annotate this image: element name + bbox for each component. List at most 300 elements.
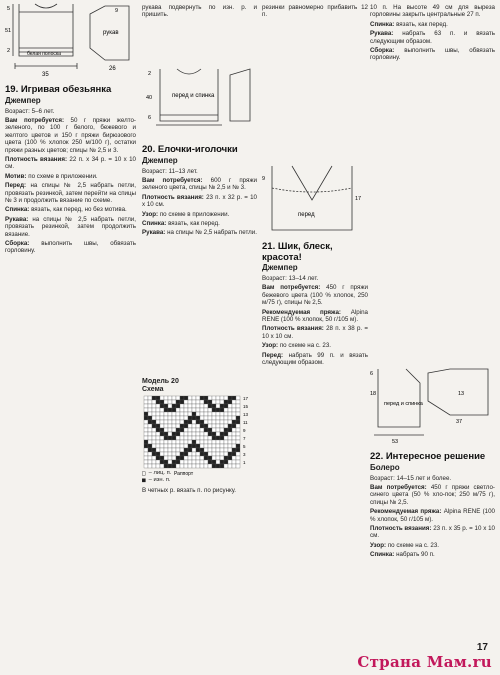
- chart-cell: [220, 396, 224, 400]
- chart-cell: [232, 412, 236, 416]
- chart-cell: [188, 420, 192, 424]
- chart-cell: [196, 424, 200, 428]
- chart-cell: [192, 444, 196, 448]
- chart-cell: [156, 420, 160, 424]
- chart-cell: [148, 416, 152, 420]
- chart-cell: [156, 436, 160, 440]
- chart-row-label: 13: [243, 412, 249, 417]
- chart-cell: [144, 448, 148, 452]
- legend-item: ■ – изн. п.: [142, 477, 171, 485]
- chart-row-label: 5: [243, 444, 246, 449]
- chart-cell: [224, 396, 228, 400]
- column-3: [262, 0, 368, 367]
- chart-cell: [236, 424, 240, 428]
- chart-cell: [208, 452, 212, 456]
- chart-cell: [184, 432, 188, 436]
- chart-cell: [168, 452, 172, 456]
- chart-cell: [232, 460, 236, 464]
- svg-text:5: 5: [7, 6, 11, 12]
- chart-cell: [180, 428, 184, 432]
- chart-cell: [172, 396, 176, 400]
- chart-cell: [192, 452, 196, 456]
- chart-cell: [168, 460, 172, 464]
- chart-cell: [144, 452, 148, 456]
- chart-cell: [144, 412, 148, 416]
- chart-cell: [156, 416, 160, 420]
- chart-cell: [232, 444, 236, 448]
- chart-cell: [200, 408, 204, 412]
- chart-cell: [180, 448, 184, 452]
- chart-cell: [236, 416, 240, 420]
- pattern: Узор: по схеме на с. 23.: [262, 342, 332, 350]
- chart-cell: [216, 444, 220, 448]
- chart-cell: [208, 416, 212, 420]
- chart-cell: [176, 420, 180, 424]
- site-watermark[interactable]: Страна Мам.ru: [357, 653, 492, 671]
- chart-cell: [200, 452, 204, 456]
- chart-cell: [200, 456, 204, 460]
- chart-cell: [172, 432, 176, 436]
- chart-cell: [192, 464, 196, 468]
- chart-cell: [180, 404, 184, 408]
- chart-cell: [216, 436, 220, 440]
- chart-cell: [164, 416, 168, 420]
- chart-cell: [212, 460, 216, 464]
- chart-cell: [224, 412, 228, 416]
- chart-cell: [196, 448, 200, 452]
- chart-cell: [160, 436, 164, 440]
- chart-cell: [148, 404, 152, 408]
- chart-cell: [152, 448, 156, 452]
- chart-cell: [232, 440, 236, 444]
- chart-cell: [236, 452, 240, 456]
- chart-cell: [164, 444, 168, 448]
- chart-cell: [204, 432, 208, 436]
- chart-cell: [220, 432, 224, 436]
- chart-cell: [148, 420, 152, 424]
- chart-cell: [196, 456, 200, 460]
- chart-cell: [172, 424, 176, 428]
- chart-cell: [188, 448, 192, 452]
- knitting-chart: [142, 378, 267, 497]
- chart-cell: [152, 420, 156, 424]
- age: Возраст: 5–6 лет.: [5, 107, 55, 115]
- chart-cell: [164, 396, 168, 400]
- materials: Вам потребуется: 600 г пряжи зеленого цвета, спицы № 2,5 и № 3.: [142, 176, 257, 192]
- chart-cell: [236, 432, 240, 436]
- chart-cell: [168, 424, 172, 428]
- pattern-subtitle-20: Джемпер: [142, 155, 178, 165]
- chart-cell: [224, 440, 228, 444]
- chart-cell: [232, 436, 236, 440]
- chart-cell: [164, 400, 168, 404]
- chart-cell: [216, 408, 220, 412]
- chart-cell: [196, 464, 200, 468]
- chart-cell: [212, 440, 216, 444]
- chart-cell: [204, 460, 208, 464]
- chart-cell: [168, 420, 172, 424]
- chart-cell: [172, 456, 176, 460]
- chart-cell: [156, 464, 160, 468]
- chart-cell: [236, 420, 240, 424]
- chart-row-label: 11: [243, 420, 248, 425]
- recommended-yarn: Рекомендуемая пряжа: Alpina RENE (100 % хлопок, 50 г/105 м).: [370, 508, 495, 523]
- age: Возраст: 13–14 лет.: [262, 275, 319, 282]
- chart-cell: [172, 436, 176, 440]
- chart-cell: [228, 424, 232, 428]
- chart-cell: [236, 436, 240, 440]
- chart-cell: [172, 464, 176, 468]
- chart-cell: [160, 420, 164, 424]
- chart-cell: [160, 456, 164, 460]
- chart-cell: [188, 444, 192, 448]
- chart-cell: [192, 436, 196, 440]
- chart-cell: [200, 400, 204, 404]
- chart-cell: [180, 424, 184, 428]
- chart-cell: [144, 460, 148, 464]
- chart-cell: [224, 420, 228, 424]
- chart-cell: [200, 424, 204, 428]
- chart-row-label: 17: [243, 396, 249, 401]
- chart-cell: [160, 464, 164, 468]
- chart-cell: [176, 456, 180, 460]
- chart-cell: [196, 436, 200, 440]
- chart-cell: [156, 428, 160, 432]
- motif: Мотив: по схеме в приложении.: [5, 172, 98, 180]
- chart-cell: [196, 400, 200, 404]
- svg-text:35: 35: [42, 72, 49, 78]
- chart-cell: [156, 456, 160, 460]
- column-2: [142, 0, 257, 495]
- chart-cell: [208, 440, 212, 444]
- chart-cell: [160, 432, 164, 436]
- chart-cell: [148, 464, 152, 468]
- chart-cell: [172, 420, 176, 424]
- chart-cell: [236, 448, 240, 452]
- chart-cell: [188, 412, 192, 416]
- chart-cell: [184, 448, 188, 452]
- chart-cell: [164, 452, 168, 456]
- chart-cell: [180, 400, 184, 404]
- chart-cell: [232, 408, 236, 412]
- chart-cell: [200, 416, 204, 420]
- chart-cell: [160, 416, 164, 420]
- chart-cell: [220, 452, 224, 456]
- chart-cell: [204, 452, 208, 456]
- chart-cell: [180, 452, 184, 456]
- chart-cell: [160, 400, 164, 404]
- chart-cell: [152, 464, 156, 468]
- chart-cell: [180, 416, 184, 420]
- chart-cell: [212, 432, 216, 436]
- chart-cell: [228, 400, 232, 404]
- chart-cell: [148, 400, 152, 404]
- chart-cell: [208, 464, 212, 468]
- chart-cell: [164, 424, 168, 428]
- chart-cell: [160, 460, 164, 464]
- chart-cell: [160, 396, 164, 400]
- chart-cell: [180, 464, 184, 468]
- chart-cell: [144, 420, 148, 424]
- chart-cell: [180, 436, 184, 440]
- chart-cell: [212, 396, 216, 400]
- chart-cell: [168, 432, 172, 436]
- chart-cell: [168, 408, 172, 412]
- svg-text:53: 53: [392, 439, 399, 445]
- chart-cell: [188, 404, 192, 408]
- chart-cell: [236, 440, 240, 444]
- chart-cell: [176, 444, 180, 448]
- chart-cell: [164, 408, 168, 412]
- chart-cell: [176, 396, 180, 400]
- chart-cell: [168, 464, 172, 468]
- chart-cell: [208, 448, 212, 452]
- chart-cell: [152, 424, 156, 428]
- chart-cell: [216, 432, 220, 436]
- chart-cell: [180, 444, 184, 448]
- chart-cell: [204, 456, 208, 460]
- chart-cell: [188, 440, 192, 444]
- chart-cell: [164, 448, 168, 452]
- chart-cell: [208, 420, 212, 424]
- materials: Вам потребуется: 50 г пряжи желто-зеленого, по 100 г белого, бежевого и желтого цветов и 150 г пряжи бирюзового цвета (100 % хлопок 250 м/100 г), остатки пряжи разных цветов; спицы № 2,5 и 3.: [5, 116, 136, 154]
- svg-text:17: 17: [355, 196, 362, 202]
- chart-cell: [192, 404, 196, 408]
- chart-cell: [188, 432, 192, 436]
- chart-cell: [224, 400, 228, 404]
- chart-cell: [196, 396, 200, 400]
- chart-row-label: 9: [243, 428, 246, 433]
- chart-cell: [176, 404, 180, 408]
- chart-cell: [148, 448, 152, 452]
- chart-cell: [224, 436, 228, 440]
- chart-cell: [208, 400, 212, 404]
- chart-cell: [228, 396, 232, 400]
- chart-cell: [192, 460, 196, 464]
- chart-cell: [148, 408, 152, 412]
- chart-cell: [204, 396, 208, 400]
- chart-cell: [220, 416, 224, 420]
- chart-cell: [184, 460, 188, 464]
- chart-cell: [216, 440, 220, 444]
- chart-cell: [184, 404, 188, 408]
- chart-cell: [220, 404, 224, 408]
- chart-cell: [216, 404, 220, 408]
- chart-cell: [220, 444, 224, 448]
- page-number: 17: [476, 642, 488, 653]
- chart-cell: [196, 432, 200, 436]
- density: Плотность вязания: 23 п. x 35 р. = 10 x 10 см.: [370, 524, 495, 540]
- chart-cell: [208, 412, 212, 416]
- svg-text:9: 9: [262, 176, 266, 182]
- chart-cell: [236, 412, 240, 416]
- column-4: [370, 0, 495, 559]
- chart-cell: [216, 400, 220, 404]
- chart-cell: [180, 456, 184, 460]
- chart-cell: [156, 448, 160, 452]
- chart-cell: [228, 416, 232, 420]
- chart-row-label: 1: [243, 460, 246, 465]
- chart-cell: [180, 412, 184, 416]
- back-instructions-22: Спинка: набрать 90 п.: [370, 551, 435, 559]
- chart-cell: [152, 456, 156, 460]
- chart-cell: [168, 396, 172, 400]
- chart-cell: [232, 464, 236, 468]
- chart-cell: [228, 436, 232, 440]
- chart-cell: [180, 440, 184, 444]
- chart-cell: [220, 440, 224, 444]
- chart-cell: [204, 428, 208, 432]
- chart-cell: [160, 452, 164, 456]
- chart-cell: [236, 404, 240, 408]
- chart-cell: [232, 404, 236, 408]
- chart-cell: [156, 432, 160, 436]
- chart-cell: [160, 444, 164, 448]
- diagram-label-front-back: перед и спинка: [384, 401, 423, 407]
- intro-text: 10 п. На высоте 49 см для выреза горловины закрыть центральные 27 п.: [370, 4, 495, 19]
- age: Возраст: 14–15 лет и более.: [370, 474, 452, 482]
- chart-cell: [196, 412, 200, 416]
- assembly-instructions: Сборка: выполнить швы, обвязать горловину.: [5, 240, 136, 255]
- chart-cell: [236, 428, 240, 432]
- sleeves-instructions: Рукава: на спицы № 2,5 набрать петли, провязать резинкой, затем продолжить вязание.: [5, 215, 136, 238]
- chart-cell: [220, 428, 224, 432]
- chart-cell: [152, 452, 156, 456]
- chart-cell: [192, 408, 196, 412]
- chart-cell: [160, 404, 164, 408]
- chart-cell: [164, 420, 168, 424]
- chart-cell: [172, 412, 176, 416]
- chart-cell: [184, 420, 188, 424]
- svg-text:26: 26: [109, 66, 116, 72]
- chart-cell: [236, 444, 240, 448]
- chart-cell: [204, 404, 208, 408]
- chart-cell: [228, 428, 232, 432]
- pattern-subtitle-21: Джемпер: [262, 263, 298, 272]
- chart-cell: [180, 460, 184, 464]
- chart-cell: [188, 436, 192, 440]
- chart-cell: [156, 424, 160, 428]
- chart-cell: [196, 404, 200, 408]
- chart-cell: [204, 416, 208, 420]
- chart-cell: [224, 444, 228, 448]
- chart-cell: [152, 396, 156, 400]
- chart-cell: [152, 444, 156, 448]
- chart-cell: [212, 404, 216, 408]
- chart-cell: [176, 436, 180, 440]
- chart-cell: [212, 464, 216, 468]
- chart-cell: [208, 396, 212, 400]
- chart-cell: [152, 436, 156, 440]
- pattern-subtitle-22: Болеро: [370, 462, 400, 472]
- chart-cell: [232, 452, 236, 456]
- chart-cell: [176, 424, 180, 428]
- chart-cell: [160, 428, 164, 432]
- chart-cell: [144, 432, 148, 436]
- chart-cell: [228, 432, 232, 436]
- front-instructions: Перед: набрать 99 п. и вязать следующим образом.: [262, 351, 368, 367]
- front-instructions: Перед: на спицы № 2,5 набрать петли, провязать резинкой, затем перейти на спицы № 3 и продолжить вязание по схеме.: [5, 182, 136, 204]
- chart-cell: [144, 444, 148, 448]
- legend-item: □ – лиц. п.: [142, 470, 172, 478]
- pattern-title-19: 19. Игривая обезьянка: [5, 84, 112, 95]
- chart-cell: [176, 432, 180, 436]
- chart-cell: [220, 448, 224, 452]
- chart-cell: [172, 428, 176, 432]
- chart-cell: [196, 452, 200, 456]
- chart-cell: [172, 440, 176, 444]
- back-instructions: Спинка: вязать, как перед, но без мотива.: [5, 206, 127, 214]
- materials: Вам потребуется: 450 г пряжи светло-синего цвета (50 % хло-пок; 250 м/75 г), спицы № 2,5.: [370, 483, 495, 506]
- chart-cell: [144, 404, 148, 408]
- chart-cell: [152, 440, 156, 444]
- chart-cell: [212, 444, 216, 448]
- chart-cell: [152, 412, 156, 416]
- chart-cell: [232, 396, 236, 400]
- chart-cell: [200, 448, 204, 452]
- chart-cell: [212, 424, 216, 428]
- chart-cell: [188, 456, 192, 460]
- svg-text:2: 2: [7, 48, 11, 54]
- chart-cell: [164, 404, 168, 408]
- chart-cell: [172, 448, 176, 452]
- sleeves-instructions: Рукава: набрать 63 п. и вязать следующим образом.: [370, 30, 495, 45]
- chart-cell: [188, 416, 192, 420]
- chart-cell: [208, 436, 212, 440]
- chart-cell: [188, 396, 192, 400]
- chart-cell: [200, 440, 204, 444]
- diagram-label-front: перед: [298, 212, 315, 218]
- chart-cell: [172, 400, 176, 404]
- chart-cell: [208, 424, 212, 428]
- intro-text: резинки равномерно прибавить 12 п.: [262, 4, 368, 19]
- chart-cell: [172, 452, 176, 456]
- chart-cell: [200, 436, 204, 440]
- chart-cell: [156, 400, 160, 404]
- chart-cell: [144, 408, 148, 412]
- chart-cell: [212, 420, 216, 424]
- chart-cell: [176, 428, 180, 432]
- chart-cell: [176, 440, 180, 444]
- chart-cell: [228, 412, 232, 416]
- chart-cell: [192, 424, 196, 428]
- chart-cell: [160, 448, 164, 452]
- pattern: Узор: по схеме в приложении.: [142, 210, 230, 218]
- chart-cell: [156, 412, 160, 416]
- chart-cell: [192, 412, 196, 416]
- chart-cell: [176, 452, 180, 456]
- density: Плотность вязания: 22 п. x 34 р. = 10 x 10 см.: [5, 155, 136, 171]
- chart-cell: [208, 428, 212, 432]
- chart-cell: [196, 420, 200, 424]
- chart-cell: [152, 404, 156, 408]
- chart-cell: [180, 396, 184, 400]
- chart-cell: [200, 428, 204, 432]
- chart-cell: [172, 444, 176, 448]
- chart-cell: [168, 456, 172, 460]
- chart-cell: [160, 440, 164, 444]
- chart-cell: [192, 396, 196, 400]
- chart-cell: [148, 452, 152, 456]
- chart-cell: [144, 416, 148, 420]
- chart-cell: [168, 448, 172, 452]
- chart-cell: [228, 444, 232, 448]
- chart-cell: [148, 436, 152, 440]
- chart-cell: [196, 428, 200, 432]
- chart-cell: [232, 432, 236, 436]
- chart-cell: [184, 428, 188, 432]
- svg-text:13: 13: [458, 391, 465, 397]
